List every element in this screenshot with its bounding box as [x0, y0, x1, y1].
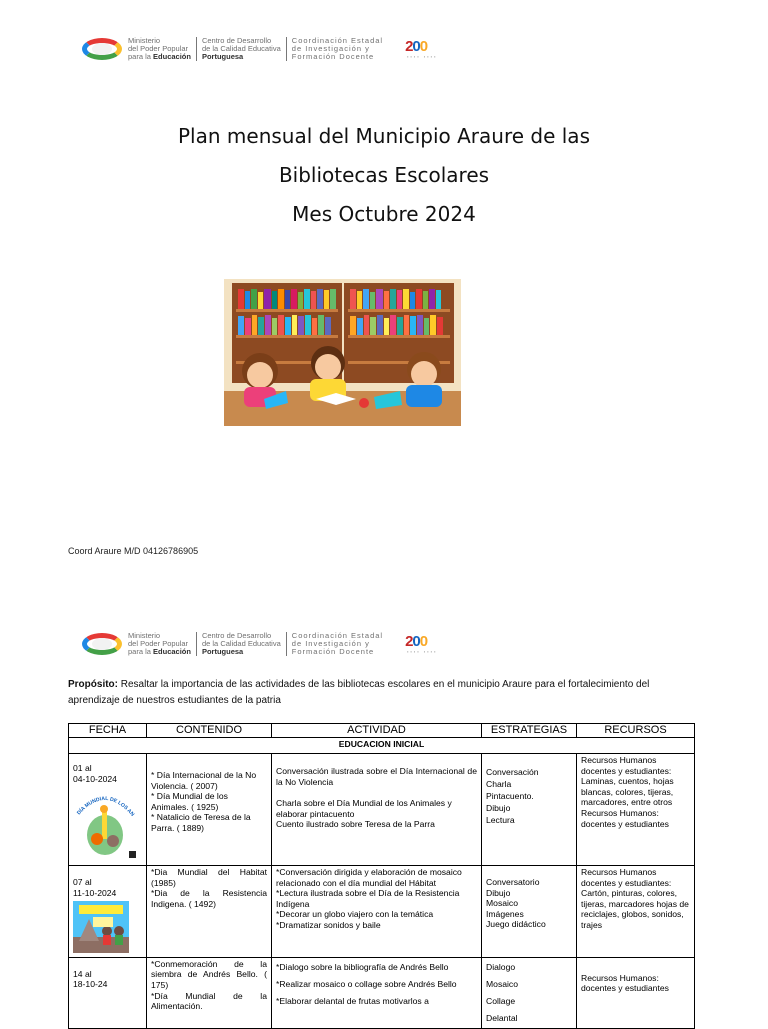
recursos-cell: Recursos Humanos docentes y estudiantes: Laminas, cuentos, hojas blancas, colores, tijeras, marcadores, entre otros Recursos Humanos: docentes y estudiantes — [577, 754, 695, 866]
header-recursos: RECURSOS — [577, 724, 695, 738]
header-logos-page-2 — [68, 625, 548, 663]
title-line-1: Plan mensual del Municipio Araure de las — [178, 124, 590, 148]
header-actividad: ACTIVIDAD — [272, 724, 482, 738]
anniversary-logo-icon: 200 ▪▪▪▪ ▪▪▪▪ — [405, 633, 438, 654]
header-logos — [68, 30, 548, 68]
table-row — [69, 866, 695, 958]
animals-poster-icon — [73, 787, 137, 859]
actividad-cell: Conversación ilustrada sobre el Día Internacional de la No Violencia Charla sobre el Día Mundial de los Animales y elaborar pintacuento Cuento ilustrado sobre Teresa de la Parra — [272, 754, 482, 866]
title-line-2: Bibliotecas Escolares — [278, 163, 490, 187]
header-fecha: FECHA — [69, 724, 147, 738]
estrategias-cell: Conversación Charla Pintacuento. Dibujo Lectura — [482, 754, 577, 866]
estrategias-cell: Dialogo Mosaico Collage Delantal — [482, 957, 577, 1028]
section-row — [69, 738, 695, 754]
estrategias-cell: Conversatorio Dibujo Mosaico Imágenes Juego didáctico — [482, 866, 577, 958]
recursos-cell: Recursos Humanos docentes y estudiantes: Cartón, pinturas, colores, tijeras, marcadores hojas de reciclajes, globos, sonidos, trajes — [577, 866, 695, 958]
ministry-name: Ministerio del Poder Popular para la Educación — [128, 36, 191, 61]
library-illustration — [224, 279, 461, 426]
page-title — [0, 117, 768, 234]
coordinacion-name: Coordinación Estadal de Investigación y Formación Docente — [291, 631, 384, 656]
header-contenido: CONTENIDO — [147, 724, 272, 738]
recursos-cell: Recursos Humanos: docentes y estudiantes — [577, 957, 695, 1028]
kids-reading-icon — [224, 279, 461, 426]
coord-contact: Coord Araure M/D 04126786905 — [68, 546, 199, 556]
purpose-paragraph: Propósito: Resaltar la importancia de las actividades de las bibliotecas escolares en el municipio Araure para el fortalecimiento del aprendizaje de nuestros estudiantes de la patria — [68, 679, 650, 706]
anniversary-logo-icon: 200 ▪▪▪▪ ▪▪▪▪ — [405, 38, 438, 59]
table-header-row — [69, 724, 695, 738]
coordinacion-name: Coordinación Estadal de Investigación y Formación Docente — [291, 36, 384, 61]
indigenous-poster-icon — [73, 901, 129, 953]
fecha-cell: 07 al 11-10-2024 — [69, 866, 147, 958]
fecha-cell: 01 al 04-10-2024 DÍA MUNDIAL DE LOS AN — [69, 754, 147, 866]
actividad-cell: *Conversación dirigida y elaboración de mosaico relacionado con el día mundial del Hábitat *Lectura ilustrada sobre el Día de la Resistencia Indígena *Decorar un globo viajero con la temática *Dramatizar sonidos y baile — [272, 866, 482, 958]
header-estrategias: ESTRATEGIAS — [482, 724, 577, 738]
contenido-cell: *Dia Mundial del Habitat (1985) *Dia de la Resistencia Indigena. ( 1492) — [147, 866, 272, 958]
contenido-cell: *Conmemoración de la siembra de Andrés Bello. ( 175) *Día Mundial de la Alimentación. — [147, 957, 272, 1028]
ministry-logo-icon — [68, 631, 128, 657]
fecha-cell: 14 al 18-10-24 — [69, 957, 147, 1028]
centro-name: Centro de Desarrollo de la Calidad Educativa Portuguesa — [201, 631, 281, 656]
contenido-cell: * Día Internacional de la No Violencia. ( 2007) * Día Mundial de los Animales. ( 1925) * Natalicio de Teresa de la Parra. ( 1889) — [147, 754, 272, 866]
section-title: EDUCACION INICIAL — [69, 738, 695, 754]
table-row — [69, 754, 695, 866]
svg-text:DÍA MUNDIAL DE LOS ANIMALES: DÍA MUNDIAL DE LOS AN — [76, 796, 136, 818]
ministry-name: Ministerio del Poder Popular para la Educación — [128, 631, 191, 656]
ministry-logo-icon — [68, 36, 128, 62]
title-line-3: Mes Octubre 2024 — [292, 202, 476, 226]
plan-table — [68, 723, 695, 1029]
centro-name: Centro de Desarrollo de la Calidad Educativa Portuguesa — [201, 36, 281, 61]
table-row — [69, 957, 695, 1028]
actividad-cell: *Dialogo sobre la bibliografía de Andrés Bello *Realizar mosaico o collage sobre Andrés Bello *Elaborar delantal de frutas motivarlos a — [272, 957, 482, 1028]
